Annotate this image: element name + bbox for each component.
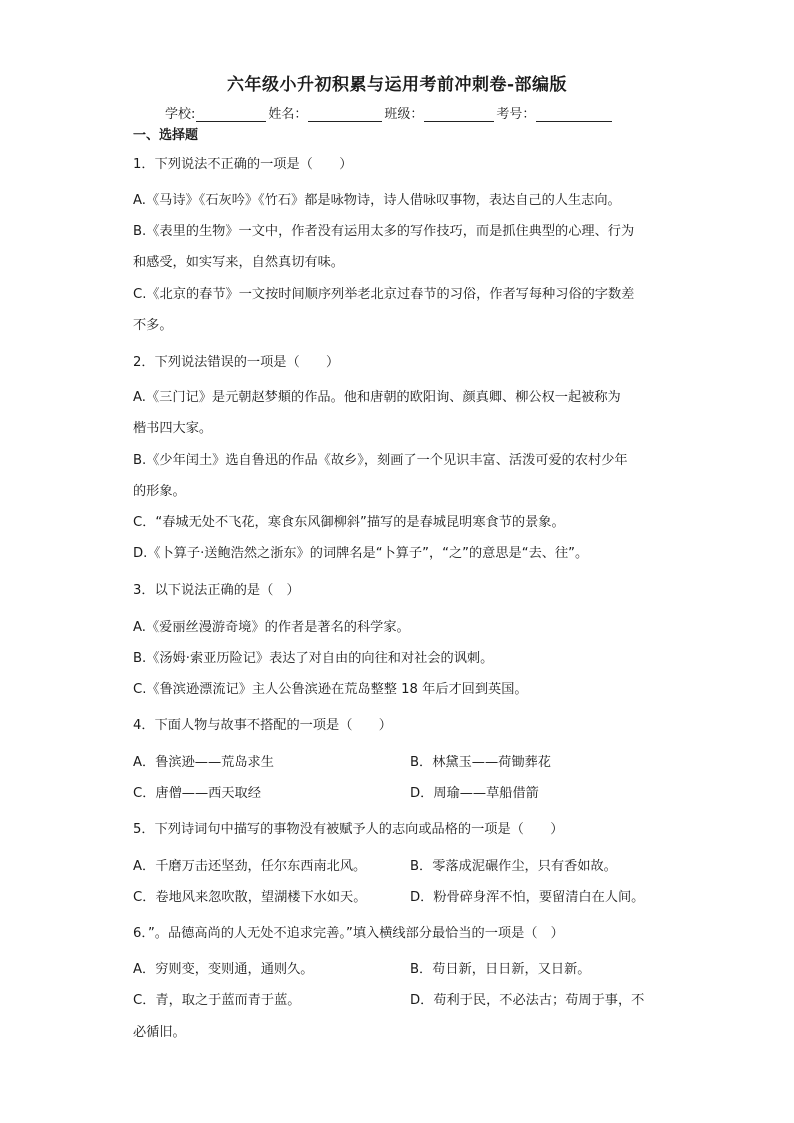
question-stem: 5．下列诗词句中描写的事物没有被赋予人的志向或品格的一项是（ ） — [133, 822, 564, 837]
option-c: C．唐僧——西天取经 — [133, 786, 261, 801]
option-b: B．零落成泥碾作尘，只有香如故。 — [410, 859, 617, 874]
student-info-row — [165, 103, 614, 122]
option-b: B．林黛玉——荷锄葬花 — [410, 755, 551, 770]
question-stem: 6．”。品德高尚的人无处不追求完善。”填入横线部分最恰当的一项是（ ） — [133, 926, 564, 941]
option-b: B.《表里的生物》一文中，作者没有运用太多的写作技巧，而是抓住典型的心理、行为 — [133, 224, 635, 239]
option-a: A．千磨万击还坚劲，任尔东西南北风。 — [133, 859, 367, 874]
exam-number-label: 考号： — [496, 107, 536, 122]
class-label: 班级： — [384, 107, 424, 122]
option-b-continued: 和感受，如实写来，自然真切有味。 — [133, 255, 344, 270]
option-d: D．苟利于民，不必法古；苟周于事，不 — [410, 993, 645, 1008]
option-c: C．青，取之于蓝而青于蓝。 — [133, 993, 301, 1008]
page-title: 六年级小升初积累与运用考前冲刺卷-部编版 — [226, 75, 568, 95]
question-stem: 2．下列说法错误的一项是（ ） — [133, 355, 340, 370]
question-stem: 4．下面人物与故事不搭配的一项是（ ） — [133, 718, 392, 733]
option-b: B.《少年闰土》选自鲁迅的作品《故乡》，刻画了一个见识丰富、活泼可爱的农村少年 — [133, 453, 628, 468]
section-heading: 一、选择题 — [133, 128, 199, 143]
school-blank[interactable] — [196, 108, 266, 122]
option-a-continued: 楷书四大家。 — [133, 421, 213, 436]
option-c: C．“春城无处不飞花，寒食东风御柳斜”描写的是春城昆明寒食节的景象。 — [133, 515, 565, 530]
option-b-continued: 的形象。 — [133, 484, 186, 499]
option-b: B.《汤姆·索亚历险记》表达了对自由的向往和对社会的讽刺。 — [133, 651, 494, 666]
option-a: A.《马诗》《石灰吟》《竹石》都是咏物诗，诗人借咏叹事物，表达自己的人生志向。 — [133, 193, 621, 208]
option-d-continued: 必循旧。 — [133, 1025, 186, 1040]
school-label: 学校: — [165, 107, 196, 122]
exam-number-blank[interactable] — [536, 108, 612, 122]
option-a: A.《三门记》是元朝赵梦頫的作品。他和唐朝的欧阳询、颜真卿、柳公权一起被称为 — [133, 390, 621, 405]
option-d: D.《卜算子·送鲍浩然之浙东》的词牌名是“卜算子”，“之”的意思是“去、往”。 — [133, 546, 589, 561]
option-d: D．周瑜——草船借箭 — [410, 786, 539, 801]
option-d: D．粉骨碎身浑不怕，要留清白在人间。 — [410, 890, 645, 905]
option-a: A.《爱丽丝漫游奇境》的作者是著名的科学家。 — [133, 620, 410, 635]
option-a: A．鲁滨逊——荒岛求生 — [133, 755, 274, 770]
option-c: C.《鲁滨逊漂流记》主人公鲁滨逊在荒岛整整 18 年后才回到英国。 — [133, 682, 528, 697]
option-a: A．穷则变，变则通，通则久。 — [133, 962, 314, 977]
option-c: C.《北京的春节》一文按时间顺序列举老北京过春节的习俗，作者写每种习俗的字数差 — [133, 287, 635, 302]
class-blank[interactable] — [424, 108, 494, 122]
option-c-continued: 不多。 — [133, 318, 173, 333]
option-b: B．苟日新，日日新，又日新。 — [410, 962, 591, 977]
name-blank[interactable] — [308, 108, 382, 122]
name-label: 姓名： — [268, 107, 308, 122]
question-stem: 3．以下说法正确的是（ ） — [133, 583, 300, 598]
question-stem: 1．下列说法不正确的一项是（ ） — [133, 157, 353, 172]
option-c: C．卷地风来忽吹散，望湖楼下水如天。 — [133, 890, 367, 905]
